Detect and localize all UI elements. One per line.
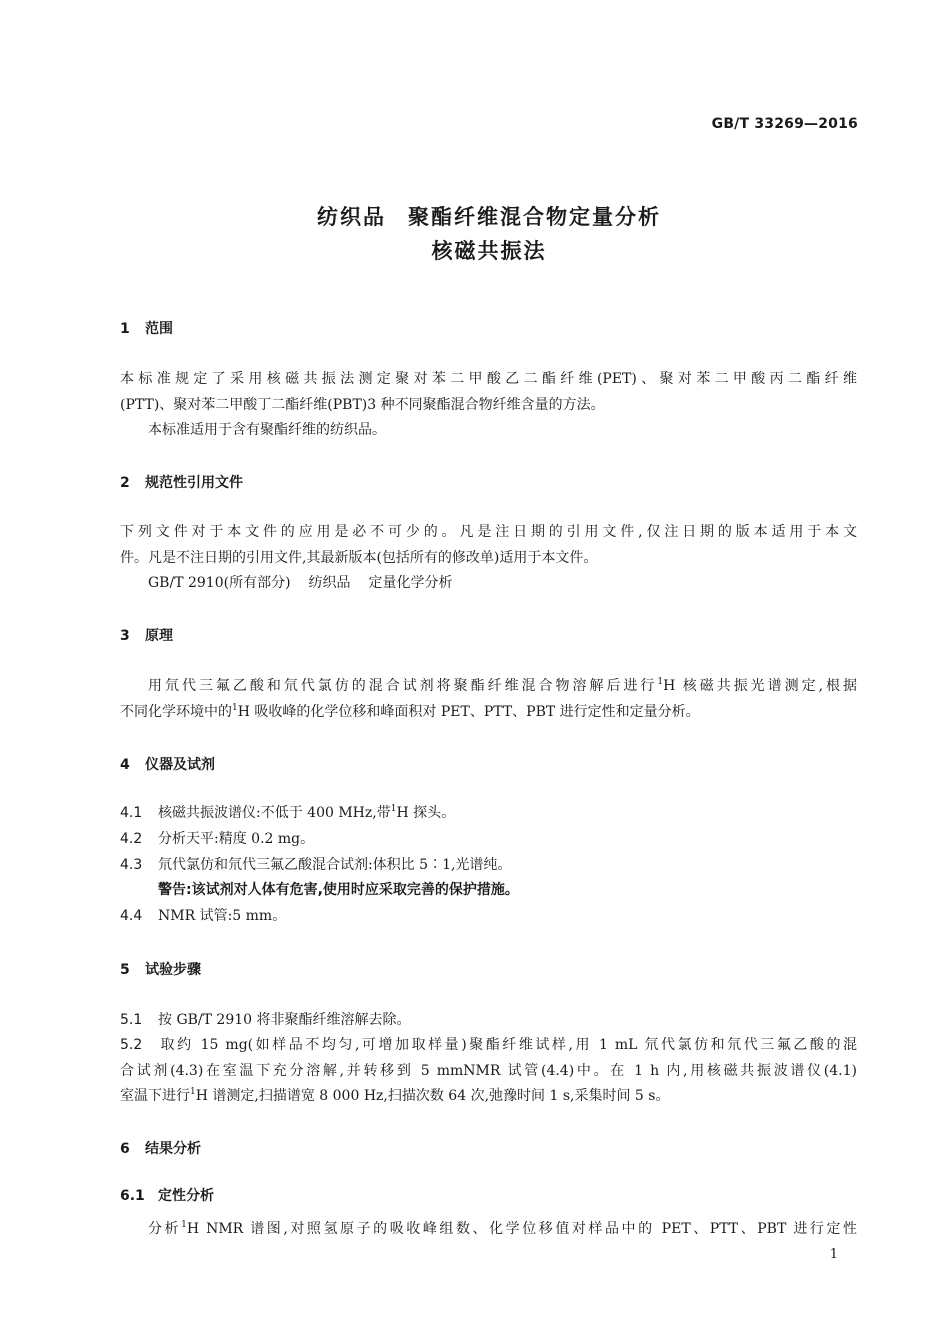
s1-para1-line2: (PTT)、聚对苯二甲酸丁二酯纤维(PBT)3 种不同聚酯混合物纤维含量的方法。 <box>120 397 605 413</box>
section-4-heading: 4 仪器及试剂 <box>120 757 215 773</box>
s2-reference: GB/T 2910(所有部分) 纺织品 定量化学分析 <box>148 575 453 591</box>
document-code: GB/T 33269—2016 <box>711 116 858 132</box>
title-part-a: 纺织品 <box>317 205 386 229</box>
s3-line1: 用氘代三氟乙酸和氘代氯仿的混合试剂将聚酯纤维混合物溶解后进行$^1$H 核磁共振光谱测定,根据 <box>148 677 858 694</box>
s3-line2: 不同化学环境中的$^1$H 吸收峰的化学位移和峰面积对 PET、PTT、PBT 进行定性和定量分析。 <box>120 703 700 720</box>
s5-item-2-line2: 合试剂(4.3)在室温下充分溶解,并转移到 5 mmNMR 试管(4.4)中。在 1 h 内,用核磁共振波谱仪(4.1) <box>120 1063 857 1079</box>
page-number: 1 <box>829 1247 838 1262</box>
s5-item-1: 5.1 按 GB/T 2910 将非聚酯纤维溶解去除。 <box>120 1012 411 1028</box>
section-1-heading: 1 范围 <box>120 321 173 337</box>
s1-para2: 本标准适用于含有聚酯纤维的纺织品。 <box>148 422 386 438</box>
s2-para1-line2: 件。凡是不注日期的引用文件,其最新版本(包括所有的修改单)适用于本文件。 <box>120 550 598 566</box>
s2-para1-line1: 下列文件对于本文件的应用是必不可少的。凡是注日期的引用文件,仅注日期的版本适用于本文 <box>120 524 857 540</box>
title-line-2: 核磁共振法 <box>431 239 547 263</box>
s4-item-4: 4.4 NMR 试管:5 mm。 <box>120 908 287 924</box>
section-5-heading: 5 试验步骤 <box>120 962 201 978</box>
section-2-heading: 2 规范性引用文件 <box>120 475 243 491</box>
s6-1-line1: 分析$^1$H NMR 谱图,对照氢原子的吸收峰组数、化学位移值对样品中的 PET、PTT、PBT 进行定性 <box>148 1220 857 1237</box>
s1-para1-line1: 本标准规定了采用核磁共振法测定聚对苯二甲酸乙二酯纤维(PET)、聚对苯二甲酸丙二酯纤维 <box>120 371 857 387</box>
section-6-heading: 6 结果分析 <box>120 1141 201 1157</box>
section-3-heading: 3 原理 <box>120 628 173 644</box>
s5-item-2-line3: 室温下进行$^1$H 谱测定,扫描谱宽 8 000 Hz,扫描次数 64 次,弛豫时间 1 s,采集时间 5 s。 <box>120 1087 670 1104</box>
s4-item-2: 4.2 分析天平:精度 0.2 mg。 <box>120 831 315 847</box>
s4-item-1: 4.1 核磁共振波谱仪:不低于 400 MHz,带$^1$H 探头。 <box>120 804 456 821</box>
title-line-1 <box>0 201 950 231</box>
s4-warning: 警告:该试剂对人体有危害,使用时应采取完善的保护措施。 <box>158 882 519 898</box>
title-part-b: 聚酯纤维混合物定量分析 <box>408 205 661 229</box>
s4-item-3: 4.3 氘代氯仿和氘代三氟乙酸混合试剂:体积比 5∶1,光谱纯。 <box>120 857 512 873</box>
s5-item-2-line1: 5.2 取约 15 mg(如样品不均匀,可增加取样量)聚酯纤维试样,用 1 mL 氘代氯仿和氘代三氟乙酸的混 <box>120 1037 857 1053</box>
section-6-1-heading: 6.1 定性分析 <box>120 1188 214 1204</box>
